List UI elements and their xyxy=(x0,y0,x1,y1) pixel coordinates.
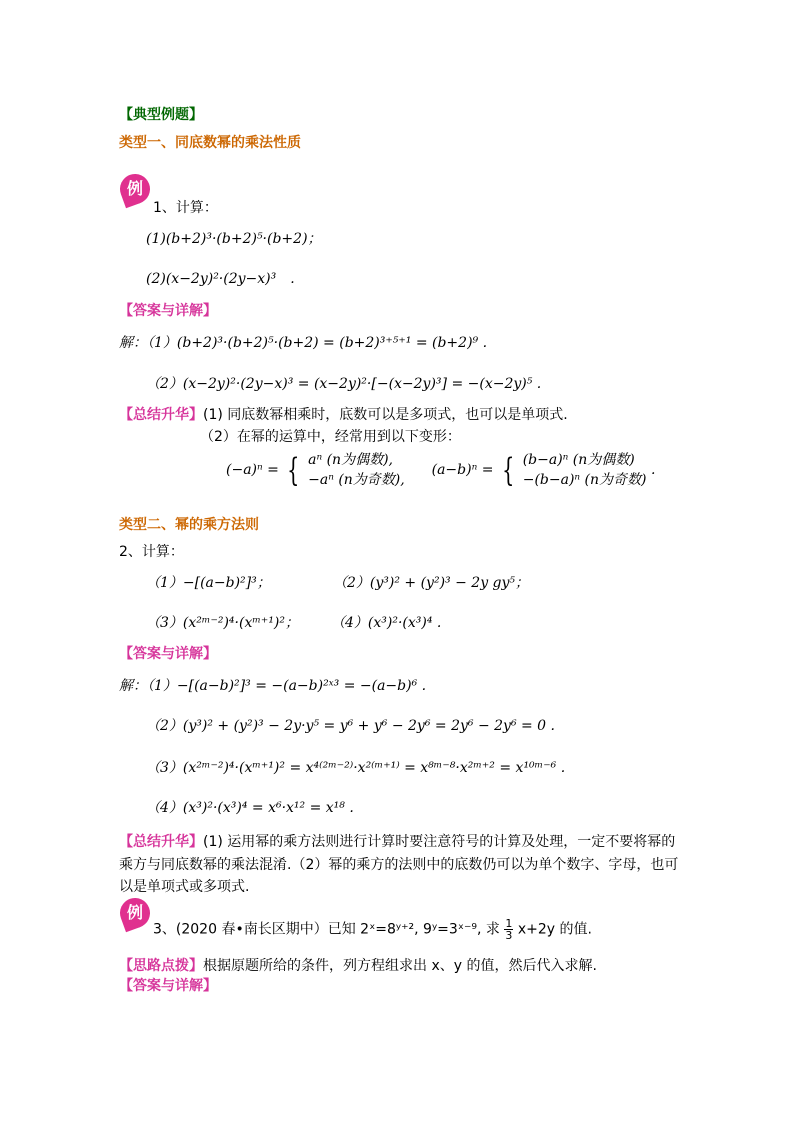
section-title: 【典型例题】 xyxy=(119,107,203,123)
fraction-one-third xyxy=(504,918,513,941)
question2-label: 2、计算： xyxy=(119,544,184,560)
question3-pre: 3、(2020 春•南长区期中）已知 2ˣ=8ʸ⁺², 9ʸ=3ˣ⁻⁹, 求 xyxy=(153,921,500,938)
summary-tag: 【总结升华】 xyxy=(119,407,203,423)
summary2-line3: 以是单项式或多项式. xyxy=(119,879,250,895)
question2-item2: （2）(y³)² + (y²)³ − 2y gy⁵； xyxy=(333,575,530,591)
question2-item4: （4）(x³)²·(x³)⁴ . xyxy=(331,615,442,631)
summary1-line1 xyxy=(119,404,568,424)
solution1-item2: （2）(x−2y)²·(2y−x)³ = (x−2y)²·[−(x−2y)³] = −(x−2y)⁵ . xyxy=(146,376,542,392)
solution2-item1: 解：（1）−[(a−b)²]³ = −(a−b)²ˣ³ = −(a−b)⁶ . xyxy=(119,678,427,694)
answer-heading-3: 【答案与详解】 xyxy=(119,978,217,994)
fraction-denominator: 3 xyxy=(505,929,513,942)
question1-label: 1、计算： xyxy=(153,200,218,216)
badge-label: 例 xyxy=(126,179,143,198)
question1-item1: (1)(b+2)³·(b+2)⁵·(b+2)； xyxy=(146,231,322,247)
summary2-line2: 乘方与同底数幂的乘法混淆.（2）幂的乘方的法则中的底数仍可以为单个数字、字母，也可 xyxy=(119,857,679,873)
hint-text: 根据原题所给的条件，列方程组求出 x、y 的值，然后代入求解. xyxy=(203,958,597,974)
question3-post: x+2y 的值. xyxy=(517,921,592,938)
formula-row: (−a)ⁿ = { aⁿ (n为偶数), −aⁿ (n为奇数), (a−b)ⁿ = { (b−a)ⁿ (n为偶数) −(b−a)ⁿ (n为奇数) . xyxy=(226,451,656,489)
summary2-line1 xyxy=(119,831,675,851)
example-badge-icon-2 xyxy=(120,898,150,928)
formula-right-top: (b−a)ⁿ (n为偶数) xyxy=(522,452,635,468)
formula-end: . xyxy=(650,462,656,478)
formula-left-lhs: (−a)ⁿ = xyxy=(226,462,279,478)
type2-heading: 类型二、幂的乘方法则 xyxy=(119,517,259,533)
summary-tag-2: 【总结升华】 xyxy=(119,834,203,850)
question2-item3: （3）(x²ᵐ⁻²)⁴·(xᵐ⁺¹)²； xyxy=(146,615,300,631)
summary1-line2: （2）在幂的运算中，经常用到以下变形： xyxy=(200,429,461,445)
hint-line xyxy=(119,955,597,975)
summary-text: (1) 同底数幂相乘时，底数可以是多项式，也可以是单项式. xyxy=(203,407,568,423)
question1-item2: (2)(x−2y)²·(2y−x)³ . xyxy=(146,271,295,287)
formula-left-bot: −aⁿ (n为奇数), xyxy=(308,472,405,488)
type1-heading: 类型一、同底数幂的乘法性质 xyxy=(119,135,301,151)
answer-heading-2: 【答案与详解】 xyxy=(119,646,217,662)
formula-left-top: aⁿ (n为偶数), xyxy=(308,452,393,468)
solution1-item1: 解：（1）(b+2)³·(b+2)⁵·(b+2) = (b+2)³⁺⁵⁺¹ = (b+2)⁹ . xyxy=(119,335,488,351)
question3 xyxy=(153,918,592,941)
solution2-item2: （2）(y³)² + (y²)³ − 2y·y⁵ = y⁶ + y⁶ − 2y⁶ = 2y⁶ − 2y⁶ = 0 . xyxy=(146,718,555,734)
example-badge-icon xyxy=(120,174,150,204)
formula-right-lhs: (a−b)ⁿ = xyxy=(431,462,494,478)
summary2-text1: (1) 运用幂的乘方法则进行计算时要注意符号的计算及处理，一定不要将幂的 xyxy=(203,834,676,850)
fraction-numerator: 1 xyxy=(505,917,513,930)
hint-tag: 【思路点拨】 xyxy=(119,958,203,974)
solution2-item4: （4）(x³)²·(x³)⁴ = x⁶·x¹² = x¹⁸ . xyxy=(146,800,354,816)
question2-item1: （1）−[(a−b)²]³； xyxy=(146,575,271,591)
badge-label-2: 例 xyxy=(126,903,143,922)
answer-heading: 【答案与详解】 xyxy=(119,303,217,319)
solution2-item3: （3）(x²ᵐ⁻²)⁴·(xᵐ⁺¹)² = x⁴⁽²ᵐ⁻²⁾·x²⁽ᵐ⁺¹⁾ = x⁸ᵐ⁻⁸·x²ᵐ⁺² = x¹⁰ᵐ⁻⁶ . xyxy=(146,760,566,776)
formula-right-bot: −(b−a)ⁿ (n为奇数) xyxy=(522,472,647,488)
